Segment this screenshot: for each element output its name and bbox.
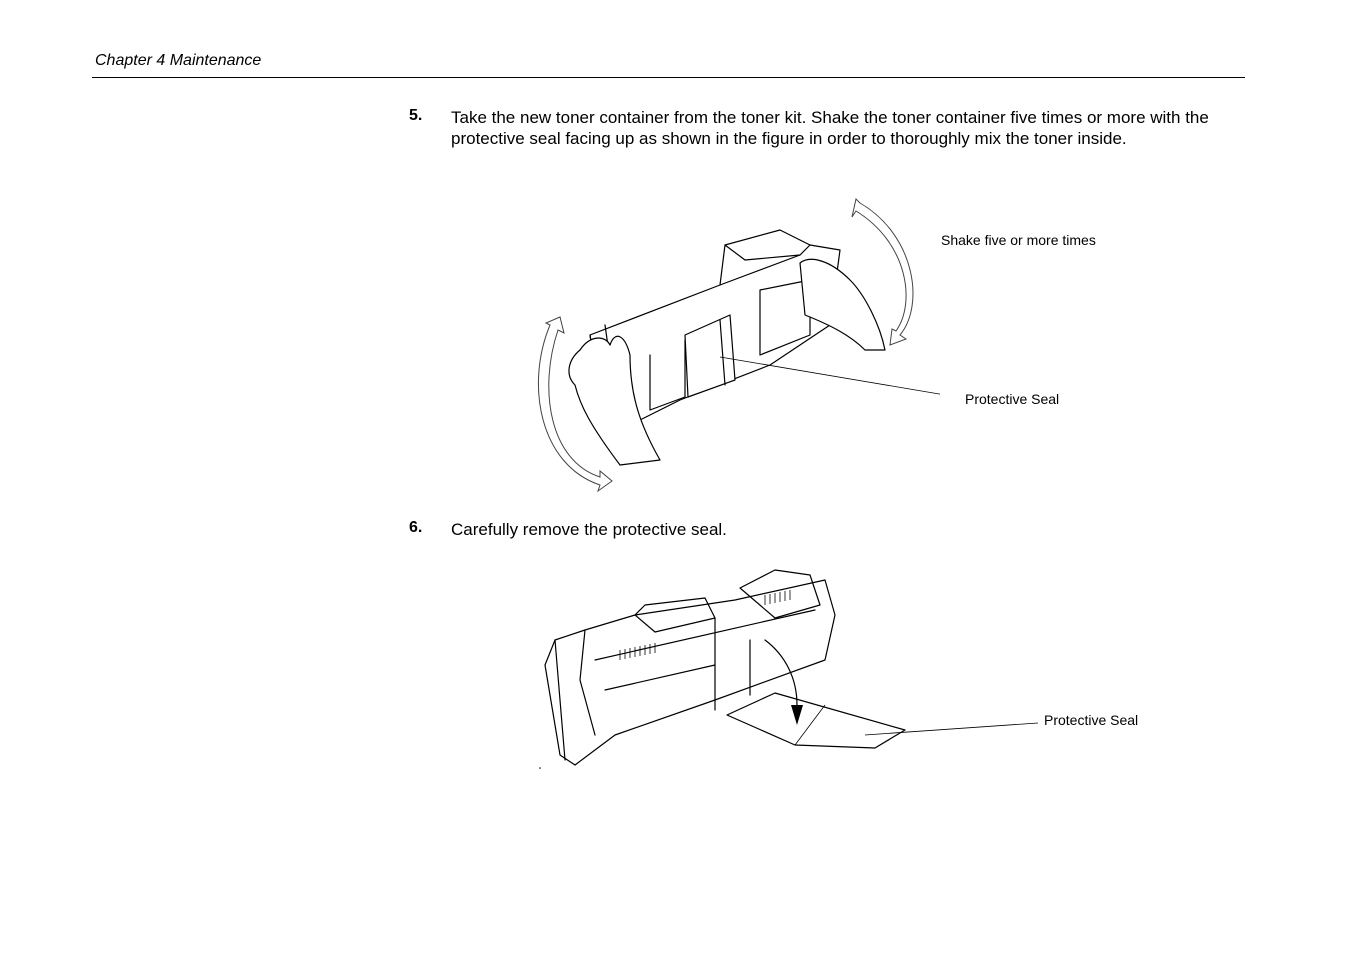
figure2-seal-label: Protective Seal bbox=[1044, 712, 1139, 728]
chapter-header: Chapter 4 Maintenance bbox=[95, 52, 262, 69]
step-6-text: Carefully remove the protective seal. bbox=[451, 520, 727, 539]
step-5-text: Take the new toner container from the toner kit. Shake the toner container five times or more with the protective seal facing up as shown in the figure in order to thoroughly mix the toner inside. bbox=[451, 108, 1209, 148]
figure1-seal-label: Protective Seal bbox=[965, 391, 1060, 407]
figure-shake-toner-illustration bbox=[520, 185, 940, 500]
step-5-number: 5. bbox=[409, 107, 423, 124]
figure1-shake-label: Shake five or more times bbox=[941, 232, 1096, 248]
figure-remove-seal-illustration bbox=[535, 560, 1045, 775]
step-6-number: 6. bbox=[409, 519, 423, 536]
header-rule bbox=[92, 77, 1245, 78]
